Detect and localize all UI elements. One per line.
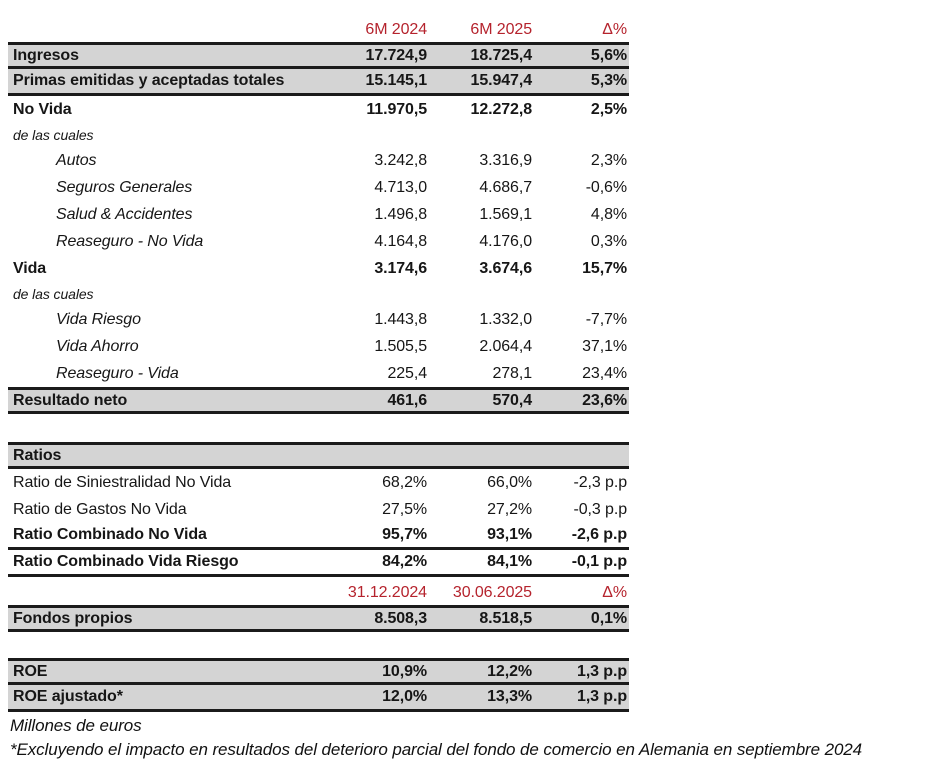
value-v2: 18.725,4 [470, 46, 532, 64]
value-v1: 95,7% [382, 526, 427, 543]
footnotes [10, 714, 940, 762]
row-label: Salud & Accidentes [56, 205, 193, 223]
row-label: Primas emitidas y aceptadas totales [13, 72, 285, 89]
row-label: Reaseguro - No Vida [56, 232, 204, 250]
row-ratio-combinado-no-vida [8, 523, 629, 550]
row-seguros-generales [8, 174, 629, 201]
row-ratio-siniestralidad-no-vida [8, 469, 629, 496]
value-v2: 8.518,5 [479, 609, 532, 627]
value-v2: 570,4 [492, 391, 532, 409]
table-spacer-1 [8, 414, 629, 442]
value-v3: 2,5% [590, 100, 627, 118]
value-v3: -0,6% [585, 178, 627, 196]
row-roe-ajustado [8, 685, 629, 712]
row-ratio-combinado-vida-riesgo [8, 550, 629, 577]
caption-de-las-cuales-vida [8, 282, 629, 306]
value-v1: 3.174,6 [374, 259, 427, 277]
value-v1: 1.505,5 [374, 337, 427, 355]
row-label: Ingresos [13, 46, 79, 64]
row-label: Fondos propios [13, 609, 133, 627]
value-v1: 8.508,3 [374, 609, 427, 627]
value-v2: 84,1% [487, 553, 532, 570]
value-v3: 37,1% [582, 337, 627, 355]
value-v3: 15,7% [582, 259, 627, 277]
row-label: No Vida [13, 100, 72, 118]
row-resultado-neto [8, 387, 629, 414]
value-v1: 4.164,8 [374, 232, 427, 250]
row-autos [8, 147, 629, 174]
value-v1: 17.724,9 [365, 46, 427, 64]
value-v1: 461,6 [387, 391, 427, 409]
value-v2: 2.064,4 [479, 337, 532, 355]
caption-de-las-cuales-no-vida [8, 123, 629, 147]
row-label: Seguros Generales [56, 178, 193, 196]
value-v1: 1.443,8 [374, 310, 427, 328]
value-v2: 12.272,8 [470, 100, 532, 118]
column-header-v3: Δ% [602, 21, 627, 38]
column-header-v1: 6M 2024 [365, 21, 427, 38]
value-v1: 12,0% [382, 688, 427, 705]
row-label: Ratio Combinado No Vida [13, 526, 207, 543]
row-no-vida [8, 96, 629, 123]
section-ratios [8, 442, 629, 469]
row-label: Vida Ahorro [56, 337, 139, 355]
value-v1: 27,5% [382, 500, 427, 518]
row-label: Ratio de Gastos No Vida [13, 500, 187, 518]
value-v2: 15.947,4 [470, 72, 532, 89]
row-roe [8, 658, 629, 685]
section-title: Ratios [13, 446, 62, 464]
column-header-row-2 [8, 577, 629, 605]
value-v2: 93,1% [487, 526, 532, 543]
row-label: de las cuales [13, 127, 94, 143]
row-label: ROE ajustado* [13, 688, 123, 705]
value-v1: 15.145,1 [365, 72, 427, 89]
value-v3: 1,3 p.p [577, 662, 627, 680]
financial-results-table [8, 14, 629, 712]
value-v2: 278,1 [492, 364, 532, 382]
value-v1: 4.713,0 [374, 178, 427, 196]
value-v3: 1,3 p.p [577, 688, 627, 705]
column-header-v1: 31.12.2024 [347, 584, 427, 601]
value-v3: -0,3 p.p [573, 500, 627, 518]
value-v1: 1.496,8 [374, 205, 427, 223]
row-ingresos [8, 42, 629, 69]
row-label: Vida Riesgo [56, 310, 141, 328]
row-vida-riesgo [8, 306, 629, 333]
value-v3: -2,6 p.p [571, 526, 627, 543]
value-v1: 10,9% [382, 662, 427, 680]
row-reaseguro-vida [8, 360, 629, 387]
value-v2: 1.332,0 [479, 310, 532, 328]
row-ratio-gastos-no-vida [8, 496, 629, 523]
value-v2: 27,2% [487, 500, 532, 518]
row-label: de las cuales [13, 286, 94, 302]
value-v2: 4.686,7 [479, 178, 532, 196]
row-primas-emitidas [8, 69, 629, 96]
column-header-row-1 [8, 14, 629, 42]
value-v2: 66,0% [487, 473, 532, 491]
value-v3: 5,3% [590, 72, 627, 89]
value-v3: 23,6% [582, 391, 627, 409]
value-v3: 0,3% [590, 232, 627, 250]
value-v2: 3.674,6 [479, 259, 532, 277]
row-label: Autos [56, 151, 97, 169]
value-v2: 12,2% [487, 662, 532, 680]
value-v3: 0,1% [590, 609, 627, 627]
value-v1: 11.970,5 [366, 100, 427, 118]
row-label: Ratio de Siniestralidad No Vida [13, 473, 232, 491]
value-v3: -2,3 p.p [573, 473, 627, 491]
value-v2: 3.316,9 [479, 151, 532, 169]
value-v2: 13,3% [487, 688, 532, 705]
row-vida [8, 255, 629, 282]
row-salud-accidentes [8, 201, 629, 228]
row-label: Reaseguro - Vida [56, 364, 179, 382]
value-v3: 2,3% [590, 151, 627, 169]
row-label: ROE [13, 662, 48, 680]
row-label: Ratio Combinado Vida Riesgo [13, 553, 239, 570]
column-header-v2: 30.06.2025 [452, 584, 532, 601]
value-v3: 5,6% [590, 46, 627, 64]
column-header-v3: Δ% [602, 584, 627, 601]
column-header-v2: 6M 2025 [470, 21, 532, 38]
table-spacer-2 [8, 632, 629, 658]
value-v1: 68,2% [382, 473, 427, 491]
value-v2: 1.569,1 [479, 205, 532, 223]
row-label: Resultado neto [13, 391, 128, 409]
row-fondos-propios [8, 605, 629, 632]
footnote-units: Millones de euros [10, 716, 142, 735]
value-v2: 4.176,0 [479, 232, 532, 250]
value-v3: 23,4% [582, 364, 627, 382]
footnote-adjustment: *Excluyendo el impacto en resultados del deterioro parcial del fondo de comercio en Alemania en septiembre 2024 [10, 740, 863, 759]
value-v1: 225,4 [387, 364, 427, 382]
value-v3: 4,8% [590, 205, 627, 223]
value-v3: -7,7% [585, 310, 627, 328]
value-v3: -0,1 p.p [571, 553, 627, 570]
value-v1: 3.242,8 [374, 151, 427, 169]
row-vida-ahorro [8, 333, 629, 360]
value-v1: 84,2% [382, 553, 427, 570]
row-reaseguro-no-vida [8, 228, 629, 255]
row-label: Vida [13, 259, 47, 277]
